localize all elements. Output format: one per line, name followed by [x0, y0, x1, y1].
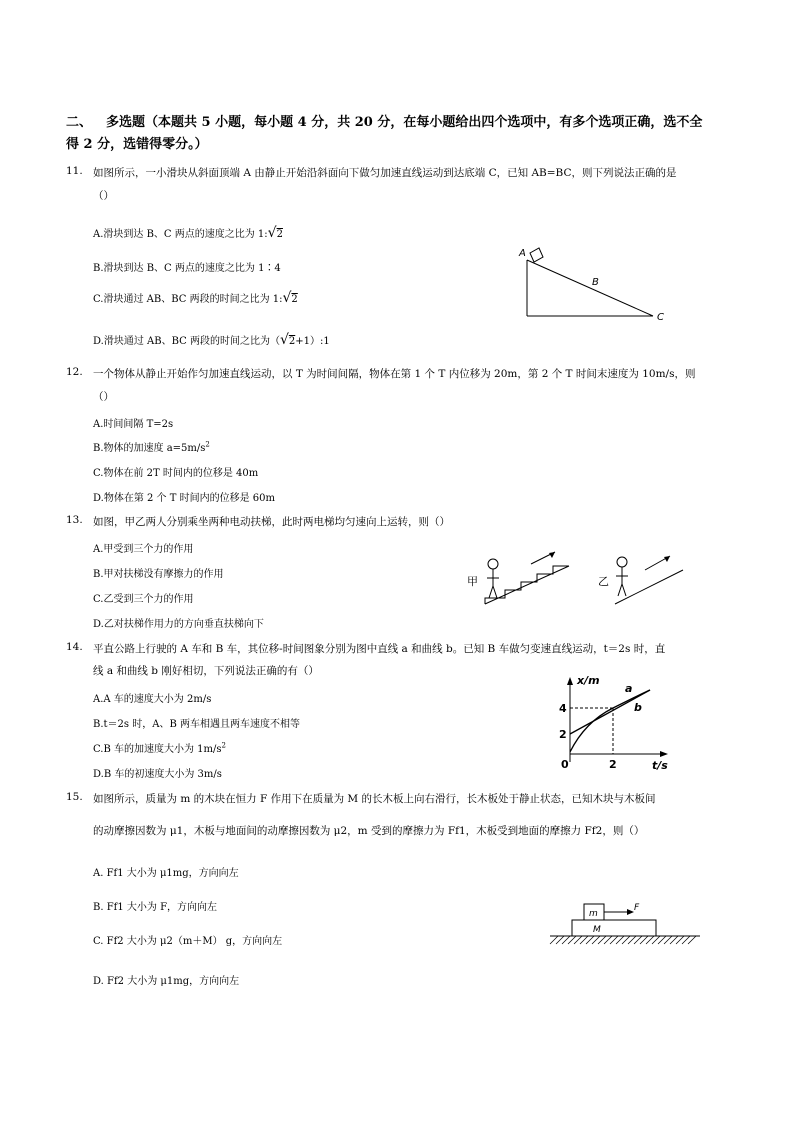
option-b[interactable]: B.滑块到达 B、C 两点的速度之比为 1∶4 [93, 263, 281, 274]
question-number: 14. [66, 641, 83, 653]
tick-label: 2 [559, 728, 567, 741]
ramp-line [615, 570, 683, 604]
option-c[interactable]: C.乙受到三个力的作用 [93, 594, 194, 605]
person-jia-leg [489, 586, 493, 598]
option-b[interactable]: B.t＝2s 时，A、B 两车相遇且两车速度不相等 [93, 719, 300, 730]
line-a-label: a [625, 682, 633, 695]
question-stem-cont: 线 a 和曲线 b 刚好相切，下列说法正确的有（） [93, 665, 319, 677]
option-a[interactable] [93, 225, 283, 241]
option-d-text: D.滑块通过 AB、BC 两段的时间之比为（ [93, 336, 280, 347]
person-jia-head [488, 559, 498, 569]
tick-label: 0 [561, 758, 569, 771]
question-number: 15. [66, 791, 83, 803]
force-label: F [634, 903, 640, 913]
superscript: 2 [205, 440, 210, 449]
incline-slope [527, 260, 653, 316]
board-M-label: M [593, 925, 601, 935]
option-a[interactable]: A.A 车的速度大小为 2m/s [93, 694, 212, 705]
tick-label: 4 [559, 702, 567, 715]
slider-block [530, 248, 543, 262]
question-number: 13. [66, 514, 83, 526]
option-d[interactable] [93, 332, 330, 348]
question-number: 12. [66, 366, 83, 378]
option-a[interactable]: A.时间间隔 T=2s [93, 419, 174, 430]
option-a[interactable]: A. Ff1 大小为 μ1mg，方向向左 [93, 868, 239, 879]
option-d[interactable]: D. Ff2 大小为 μ1mg，方向向左 [93, 976, 240, 987]
question-stem: 如图所示，质量为 m 的木块在恒力 F 作用下在质量为 M 的长木板上向右滑行，长木板处于静止状态，已知木块与木板间 [93, 793, 656, 805]
superscript: 2 [221, 741, 226, 750]
option-c[interactable]: C. Ff2 大小为 μ2（m＋M） g，方向向左 [93, 936, 283, 947]
question-number: 11. [66, 165, 83, 177]
person-yi-leg [622, 584, 626, 596]
person-yi-label: 乙 [598, 575, 609, 588]
question-stem: 一个物体从静止开始作匀加速直线运动，以 T 为时间间隔，物体在第 1 个 T 内位移为 20m，第 2 个 T 时间末速度为 10m/s，则 [93, 368, 696, 380]
curve-b [570, 690, 650, 752]
curve-b-label: b [634, 701, 642, 714]
question-stem-cont: （） [93, 190, 114, 202]
option-c-text: C.B 车的加速度大小为 1m/s [93, 744, 222, 755]
question-stem-cont: 的动摩擦因数为 μ1，木板与地面间的动摩擦因数为 μ2，m 受到的摩擦力为 Ff1，木板受到地面的摩擦力 Ff2，则（） [93, 825, 645, 837]
option-c[interactable] [93, 740, 226, 755]
question-stem: 平直公路上行驶的 A 车和 B 车，其位移-时间图象分别为图中直线 a 和曲线 b。已知 B 车做匀变速直线运动，t＝2s 时，直 [93, 643, 666, 655]
option-b[interactable]: B. Ff1 大小为 F，方向向左 [93, 902, 218, 913]
escalator-rail [485, 566, 569, 604]
sqrt-symbol: √ [282, 290, 292, 306]
option-c[interactable] [93, 290, 298, 306]
sqrt-value: 2 [291, 294, 298, 305]
point-b-label: B [592, 277, 599, 288]
option-d[interactable]: D.物体在第 2 个 T 时间内的位移是 60m [93, 493, 275, 504]
question-stem-cont: （） [93, 391, 114, 403]
option-c-text: C.滑块通过 AB、BC 两段的时间之比为 1: [93, 294, 283, 305]
x-axis-arrow [660, 751, 668, 757]
person-yi-leg [618, 584, 622, 596]
section-header [66, 112, 746, 156]
y-axis-arrow [567, 677, 573, 685]
tick-label: 2 [609, 758, 617, 771]
section-number: 二、 [66, 115, 93, 130]
xt-graph [555, 672, 680, 777]
option-a-text: A.滑块到达 B、C 两点的速度之比为 1: [93, 229, 268, 240]
y-axis-label: x/m [577, 674, 600, 687]
option-d[interactable]: D.B 车的初速度大小为 3m/s [93, 769, 222, 780]
sqrt-symbol: √ [279, 332, 289, 348]
escalator-figure [465, 550, 690, 620]
option-d-text-post: +1）:1 [295, 336, 330, 347]
option-a[interactable]: A.甲受到三个力的作用 [93, 544, 194, 555]
option-b[interactable]: B.甲对扶梯没有摩擦力的作用 [93, 569, 224, 580]
option-b-text: B.物体的加速度 a=5m/s [93, 443, 206, 454]
ground-hatching [550, 936, 696, 944]
section-title: 多选题（本题共 5 小题，每小题 4 分，共 20 分，在每小题给出四个选项中，有多个选项正确，选不全 [106, 115, 703, 130]
option-c[interactable]: C.物体在前 2T 时间内的位移是 40m [93, 468, 259, 479]
person-yi-head [617, 557, 627, 567]
option-b[interactable] [93, 439, 210, 454]
person-jia-leg [493, 586, 497, 598]
incline-figure [510, 240, 680, 330]
board-M [572, 920, 656, 936]
person-jia-label: 甲 [467, 575, 478, 588]
sqrt-value: 2 [276, 229, 283, 240]
question-stem: 如图，甲乙两人分别乘坐两种电动扶梯，此时两电梯均匀速向上运转，则（） [93, 516, 450, 528]
point-a-label: A [519, 248, 526, 259]
option-d[interactable]: D.乙对扶梯作用力的方向垂直扶梯向下 [93, 619, 264, 630]
x-axis-label: t/s [652, 759, 668, 772]
section-title-cont: 得 2 分，选错得零分。） [66, 137, 208, 152]
force-arrow-head [627, 909, 634, 915]
block-m-label: m [589, 909, 598, 919]
block-board-figure [548, 898, 703, 950]
point-c-label: C [657, 312, 664, 323]
sqrt-symbol: √ [267, 225, 277, 241]
sqrt-value: 2 [288, 336, 296, 347]
question-stem: 如图所示，一小滑块从斜面顶端 A 由静止开始沿斜面向下做匀加速直线运动到达底端 C，已知 AB=BC，则下列说法正确的是 [93, 167, 677, 179]
